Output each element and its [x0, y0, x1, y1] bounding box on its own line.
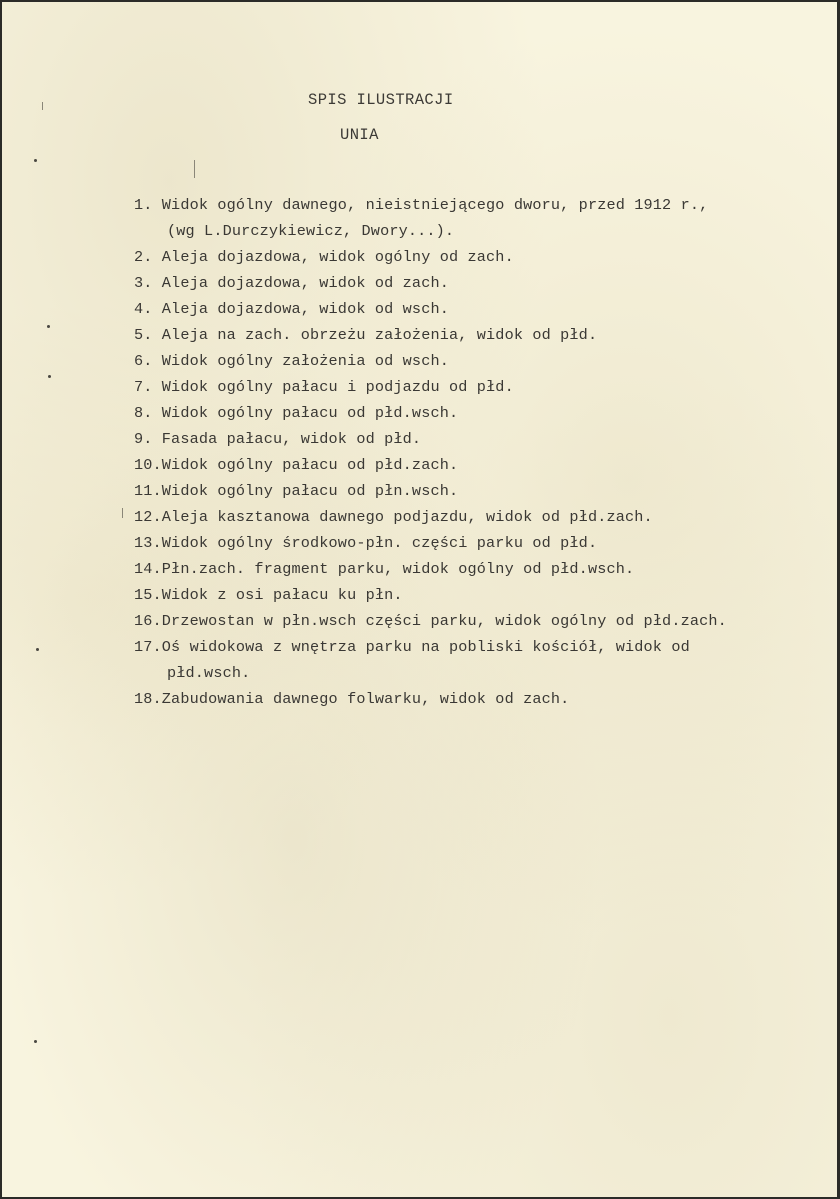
paper-speck: [47, 325, 50, 328]
item-number: 5.: [134, 326, 153, 344]
list-item: [134, 348, 727, 374]
list-item: [134, 504, 727, 530]
document-title: SPIS ILUSTRACJI: [308, 91, 454, 109]
item-text: Widok ogólny dawnego, nieistniejącego dworu, przed 1912 r.,: [161, 196, 709, 214]
item-number: 18.: [134, 690, 162, 708]
item-text: Oś widokowa z wnętrza parku na pobliski kościół, widok od: [161, 638, 690, 656]
item-number: 8.: [134, 404, 153, 422]
item-number: 16.: [134, 612, 162, 630]
item-number: 6.: [134, 352, 153, 370]
item-text: Aleja dojazdowa, widok ogólny od zach.: [161, 248, 514, 266]
document-subtitle: UNIA: [340, 126, 379, 144]
paper-speck: [34, 159, 37, 162]
paper-speck: [34, 1040, 37, 1043]
item-number: 2.: [134, 248, 153, 266]
item-text: Widok ogólny pałacu od płd.zach.: [161, 456, 459, 474]
item-number: 10.: [134, 456, 162, 474]
list-item: [134, 192, 727, 244]
list-item: [134, 426, 727, 452]
item-text: Widok ogólny pałacu od płn.wsch.: [161, 482, 459, 500]
list-item: [134, 556, 727, 582]
item-text-continuation: (wg L.Durczykiewicz, Dwory...).: [167, 222, 455, 240]
list-item: [134, 686, 727, 712]
document-page: [2, 2, 837, 1197]
paper-mark: [122, 508, 123, 518]
list-item: [134, 582, 727, 608]
list-item: [134, 270, 727, 296]
item-text: Aleja na zach. obrzeżu założenia, widok od płd.: [161, 326, 598, 344]
paper-mark: [42, 102, 43, 110]
item-number: 14.: [134, 560, 162, 578]
item-text: Aleja dojazdowa, widok od zach.: [161, 274, 449, 292]
item-number: 9.: [134, 430, 153, 448]
item-number: 17.: [134, 638, 162, 656]
item-text: Widok ogólny pałacu od płd.wsch.: [161, 404, 459, 422]
item-text: Widok ogólny założenia od wsch.: [161, 352, 449, 370]
list-item: [134, 400, 727, 426]
list-item: [134, 322, 727, 348]
item-number: 1.: [134, 196, 153, 214]
item-text: Widok ogólny pałacu i podjazdu od płd.: [161, 378, 514, 396]
item-text: Płn.zach. fragment parku, widok ogólny od płd.wsch.: [161, 560, 635, 578]
item-text: Zabudowania dawnego folwarku, widok od zach.: [161, 690, 570, 708]
item-text-continuation: płd.wsch.: [167, 664, 251, 682]
list-item: [134, 452, 727, 478]
paper-speck: [48, 375, 51, 378]
item-text: Aleja kasztanowa dawnego podjazdu, widok od płd.zach.: [161, 508, 653, 526]
item-number: 11.: [134, 482, 162, 500]
item-text: Drzewostan w płn.wsch części parku, widok ogólny od płd.zach.: [161, 612, 727, 630]
paper-mark: [194, 160, 195, 178]
item-number: 13.: [134, 534, 162, 552]
item-text: Widok ogólny środkowo-płn. części parku od płd.: [161, 534, 598, 552]
list-item: [134, 608, 727, 634]
list-item: [134, 634, 727, 686]
list-item: [134, 296, 727, 322]
illustration-list: [134, 192, 727, 712]
list-item: [134, 244, 727, 270]
list-item: [134, 530, 727, 556]
item-text: Aleja dojazdowa, widok od wsch.: [161, 300, 449, 318]
item-number: 12.: [134, 508, 162, 526]
list-item: [134, 478, 727, 504]
item-number: 15.: [134, 586, 162, 604]
paper-speck: [36, 648, 39, 651]
item-text: Fasada pałacu, widok od płd.: [161, 430, 422, 448]
item-number: 3.: [134, 274, 153, 292]
item-number: 7.: [134, 378, 153, 396]
item-text: Widok z osi pałacu ku płn.: [161, 586, 403, 604]
list-item: [134, 374, 727, 400]
item-number: 4.: [134, 300, 153, 318]
